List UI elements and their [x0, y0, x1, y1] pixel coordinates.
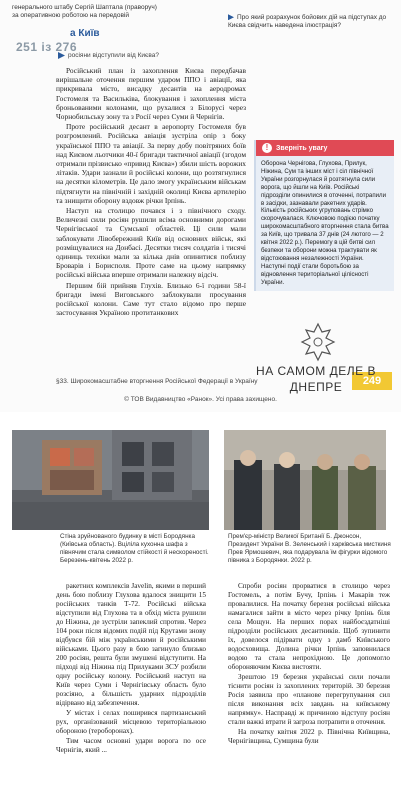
- paragraph: ракетних комплексів Javelin, якими в перший день бою поблизу Глухова вдалося знищити 15 російських танків Т-72. Російські війська відступили від Глухова та в обхід міста рушили до Ніжина, де зустріли запеклий спротив. Через 104 роки після відомих подій під Крутами знову відбувся бій між українськими й російськими військами. Цього разу в бою загинуло близько 200 росіян, решта були змушені відступити. На підході від Ніжина під Прилуками ЗСУ розбили одну російську колону. Російський наступ на Київ через Суми і Чернігівську область було розсіяно, а більшість ударних підрозділів відірвано від забезпечення.: [56, 582, 206, 707]
- watermark-emblem-icon: [300, 322, 336, 362]
- header-line-1: генерального штабу Сергій Шаптала (праворуч): [12, 4, 157, 11]
- header-line-2: за оперативною роботою на передовій: [12, 12, 129, 19]
- arrow-icon: [228, 14, 234, 20]
- page-number: 249: [352, 372, 392, 390]
- page-footnote: §33. Широкомасштабне вторгнення Російської Федерації в Україну: [56, 378, 258, 385]
- bottom-text-column-left: [56, 582, 206, 756]
- page-range-indicator: 251 із 276: [16, 40, 78, 54]
- paragraph: Зрештою 19 березня українські сили почали тіснити росіян із захоплених територій. 30 березня Росія заявила про «планове перегрупування сил після виконання всіх завдань на київському напрямку». Насправді ж причиною відступу росіян стали важкі втрати й загроза потрапити в оточення.: [228, 673, 390, 726]
- main-text-column: [56, 66, 246, 318]
- notice-title: Зверніть увагу: [276, 144, 328, 152]
- copyright-line: © ТОВ Видавництво «Ранок». Усі права захищено.: [124, 396, 277, 403]
- side-question-text: Про який розрахунок бойових дій на підступах до Києва свідчить наведена ілюстрація?: [228, 14, 387, 29]
- paragraph: Тим часом основні удари ворога по осе Чернігів, який ...: [56, 737, 206, 754]
- photo-borodyanka-building: [12, 430, 209, 530]
- section-title: а Київ: [70, 28, 100, 39]
- notice-header: [256, 140, 394, 156]
- caption-left-photo: Стіна зруйнованого будинку в місті Бородянка (Київська область). Вціліла кухонна шафа з півнячим стала символом стійкості й нескореності. Березень-квітень 2022 р.: [60, 533, 209, 564]
- photo-leaders-meeting: [224, 430, 386, 530]
- section-question: [58, 52, 159, 59]
- paragraph: Російський план із захоплення Києва передбачав вирішальне оточення першим ударом ППО і авіації, яка прикривала місто, висадку десантів на аеродромах Гостомеля та Васильківа, блокування і захоплення міста броньованими колонами, що рухалися з Білорусі через Чорнобильську зону та з Росії через Суми й Чернігів.: [56, 66, 246, 122]
- side-question: [228, 14, 393, 30]
- watermark-line-2: ДНЕПРЕ: [289, 380, 343, 394]
- paragraph: Першим бій прийняв Глухів. Близько 6-ї години 58-ї бригади імені Виговського заблокували просування російської колони. Саме тут стало відомо про перше застосування Україною протитанкових: [56, 280, 246, 318]
- notice-box: [254, 140, 394, 291]
- paragraph: Проте російський десант в аеропорту Гостомеля був розгромлений. Російська авіація зустріла опір з боку української ППО та авіації. За перву добу повітряних боїв над Києвом льотчики 40-ї бригади тактичної авіації (згодом отримали прізвисько «привид Києва») збили шість ворожих літаків. Удари зазнали й російські колони, що розтягнулися на десятки кілометрів. Це дало змогу українським військам підтягнути на північній і західній околиці Києва артилерію та знищити оборону вздовж річки Ірпінь.: [56, 122, 246, 205]
- exclamation-icon: !: [262, 143, 272, 153]
- watermark-line-1: НА САМОМ ДЕЛЕ В: [256, 364, 376, 378]
- bottom-fade: [0, 780, 401, 800]
- paragraph: Наступ на столицю почався і з північного сходу. Величезні сили росіян рушили всіма основними дорогами Чернігівської та Сумської областей. Ці сили мали заблокувати Лівобережний Київ від основних військ, які розміщувалися на Донбасі. Десятки тисяч солдатів і тисячі одиниць техніки мали за кілька днів опинитися поблизу Броварів і Борисполя. Проте саме на цьому напрямку російські війська вперше отримали належну відсіч.: [56, 206, 246, 280]
- paragraph: Спроби росіян прорватися в столицю через Гостомель, а потім Бучу, Ірпінь і Макарів теж провалилися. На початку березня російські війська намагалися зайти в місто через річку Ірпінь біля села Мощун. На перших порах найбоєздатніші підрозділи російських десантників. Щоб зупинити їх, довелося підірвати одну з дамб Київського водосховища. Долина річки Ірпінь заповнилася водою та стала непрохідною. Це допомогло обороняючим Києва вистояти.: [228, 582, 390, 671]
- paragraph: На початку квітня 2022 р. Північна Київщина, Чернігівщина, Сумщина були: [228, 728, 390, 745]
- arrow-icon: [58, 52, 65, 59]
- bottom-text-column-right: [228, 582, 390, 747]
- notice-body: Оборона Чернігова, Глухова, Прилук, Ніжина, Сум та інших міст і сіл північної України розгорнулася й розтягнула сили ворога, що йшли на Київ. Російські підрозділи опинилися в оточенні, потрапили в засідки, зазнавали ракетних ударів. Кількість російських угруповань стрімко скорочувалася. Ключовою подією початку широкомасштабного вторгнення стала битва за Київ, що тривала 37 днів (24 лютого — 2 квітня 2022 р.). Перемогу в цій битві сил безпеки та оборони можна трактувати як відстоювання незалежності України. Наступні події стали боротьбою за відновлення територіальної цілісності України.: [261, 160, 389, 286]
- section-question-text: росіяни відступили від Києва?: [68, 52, 159, 60]
- paragraph: У містах і селах поширився партизанський рух, організований місцевою територіальною обороною (тероборонах).: [56, 709, 206, 735]
- header-caption: [12, 4, 222, 20]
- caption-right-photo: Прем'єр-міністр Великої Британії Б. Джонсон, Президент України В. Зеленський і харківська мисткиня Прев Ярмошевич, яка подарувала їм фігурки відомого півника з Бородянки. 2022 р.: [228, 533, 391, 564]
